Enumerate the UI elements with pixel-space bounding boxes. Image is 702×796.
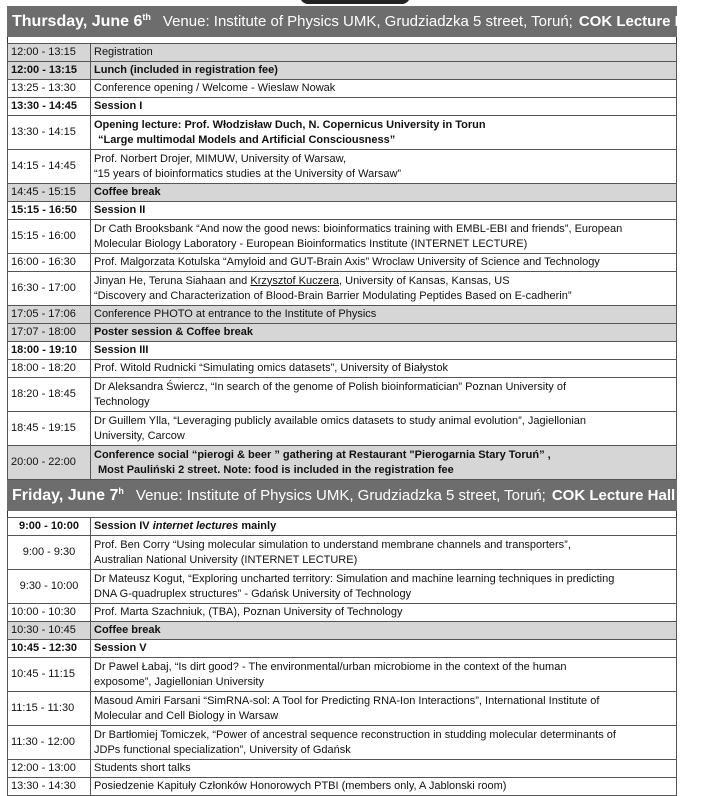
event-cell: Prof. Malgorzata Kotulska “Amyloid and GUT-Brain Axis” Wroclaw University of Science and Technology xyxy=(91,254,677,272)
time-cell: 9:00 - 10:00 xyxy=(8,518,91,536)
event-cell: Posiedzenie Kapituły Członków Honorowych PTBI (members only, A Jablonski room) xyxy=(91,778,677,796)
time-cell: 10:30 - 10:45 xyxy=(8,622,91,640)
thursday-day: Thursday, June 6th xyxy=(12,11,151,30)
thursday-header xyxy=(7,6,702,37)
event-cell: Students short talks xyxy=(91,760,677,778)
event-cell: Opening lecture: Prof. Włodzisław Duch, N. Copernicus University in Torun “Large multimodal Models and Artificial Consciousness” xyxy=(91,116,677,150)
time-cell: 18:20 - 18:45 xyxy=(8,378,91,412)
friday-table xyxy=(7,517,677,796)
event-cell: Poster session & Coffee break xyxy=(91,324,677,342)
event-cell: Prof. Ben Corry “Using molecular simulation to understand membrane channels and transporters”, Australian National University (INTERNET LECTURE) xyxy=(91,536,677,570)
event-cell: Dr Mateusz Kogut, “Exploring uncharted territory: Simulation and machine learning techniques in predicting DNA G-quadruplex structures” - Gdańsk University of Technology xyxy=(91,570,677,604)
event-cell: Jinyan He, Teruna Siahaan and Krzysztof Kuczera, University of Kansas, Kansas, US “Discovery and Characterization of Blood-Brain Barrier Modulating Peptides Based on E-cadherin” xyxy=(91,272,677,306)
table-row xyxy=(8,184,677,202)
friday-header xyxy=(7,480,677,511)
event-cell: Coffee break xyxy=(91,184,677,202)
table-row xyxy=(8,306,677,324)
event-cell: Dr Bartłomiej Tomiczek, “Power of ancestral sequence reconstruction in studding molecular determinants of JDPs functional specialization”, University of Gdańsk xyxy=(91,726,677,760)
table-row xyxy=(8,342,677,360)
thursday-venue: Venue: Institute of Physics UMK, Grudziadzka 5 street, Toruń; xyxy=(162,13,573,30)
event-cell: Prof. Norbert Drojer, MIMUW, University of Warsaw, “15 years of bioinformatics studies at the University of Warsaw” xyxy=(91,150,677,184)
friday-hall: COK Lecture Hall xyxy=(551,487,676,504)
table-row xyxy=(8,760,677,778)
table-row xyxy=(8,202,677,220)
table-row xyxy=(8,726,677,760)
event-cell: Prof. Witold Rudnicki “Simulating omics datasets”, University of Białystok xyxy=(91,360,677,378)
schedule xyxy=(7,6,702,796)
table-row xyxy=(8,116,677,150)
event-cell: Conference PHOTO at entrance to the Institute of Physics xyxy=(91,306,677,324)
time-cell: 9:00 - 9:30 xyxy=(8,536,91,570)
time-cell: 10:00 - 10:30 xyxy=(8,604,91,622)
event-cell: Masoud Amiri Farsani “SimRNA-sol: A Tool for Predicting RNA-Ion Interactions”, International Institute of Molecular and Cell Biology in Warsaw xyxy=(91,692,677,726)
time-cell: 16:30 - 17:00 xyxy=(8,272,91,306)
table-row xyxy=(8,692,677,726)
event-cell: Dr Cath Brooksbank “And now the good news: bioinformatics training with EMBL-EBI and friends”, European Molecular Biology Laboratory - European Bioinformatics Institute (INTERNET LECTURE) xyxy=(91,220,677,254)
table-row xyxy=(8,378,677,412)
table-row xyxy=(8,518,677,536)
table-row xyxy=(8,98,677,116)
time-cell: 9:30 - 10:00 xyxy=(8,570,91,604)
table-row xyxy=(8,412,677,446)
time-cell: 15:15 - 16:00 xyxy=(8,220,91,254)
time-cell: 10:45 - 11:15 xyxy=(8,658,91,692)
table-row xyxy=(8,778,677,796)
table-row xyxy=(8,658,677,692)
event-cell: Coffee break xyxy=(91,622,677,640)
time-cell: 17:05 - 17:06 xyxy=(8,306,91,324)
table-row xyxy=(8,622,677,640)
table-row xyxy=(8,536,677,570)
table-row xyxy=(8,604,677,622)
event-cell: Session V xyxy=(91,640,677,658)
time-cell: 13:30 - 14:45 xyxy=(8,98,91,116)
table-row xyxy=(8,324,677,342)
event-cell: Session I xyxy=(91,98,677,116)
table-row xyxy=(8,220,677,254)
time-cell: 15:15 - 16:50 xyxy=(8,202,91,220)
table-row xyxy=(8,44,677,62)
time-cell: 16:00 - 16:30 xyxy=(8,254,91,272)
time-cell: 18:45 - 19:15 xyxy=(8,412,91,446)
table-row xyxy=(8,570,677,604)
table-row xyxy=(8,360,677,378)
time-cell: 13:30 - 14:15 xyxy=(8,116,91,150)
table-row xyxy=(8,254,677,272)
time-cell: 12:00 - 13:00 xyxy=(8,760,91,778)
time-cell: 17:07 - 18:00 xyxy=(8,324,91,342)
event-cell: Registration xyxy=(91,44,677,62)
table-row xyxy=(8,640,677,658)
event-cell: Conference opening / Welcome - Wieslaw Nowak xyxy=(91,80,677,98)
event-cell: Conference social “pierogi & beer ” gathering at Restaurant "Pierogarnia Stary Toruń” , Most Pauliński 2 street. Note: food is included in the registration fee xyxy=(91,446,677,480)
table-row xyxy=(8,62,677,80)
friday-venue: Venue: Institute of Physics UMK, Grudziadzka 5 street, Toruń; xyxy=(135,487,546,504)
cropped-title-fragment xyxy=(300,0,410,4)
thursday-table xyxy=(7,43,677,480)
event-cell: Session III xyxy=(91,342,677,360)
time-cell: 11:30 - 12:00 xyxy=(8,726,91,760)
time-cell: 12:00 - 13:15 xyxy=(8,62,91,80)
time-cell: 11:15 - 11:30 xyxy=(8,692,91,726)
table-row xyxy=(8,80,677,98)
event-cell: Dr Aleksandra Świercz, “In search of the genome of Polish bioinformatician” Poznan University of Technology xyxy=(91,378,677,412)
event-cell: Prof. Marta Szachniuk, (TBA), Poznan University of Technology xyxy=(91,604,677,622)
time-cell: 18:00 - 18:20 xyxy=(8,360,91,378)
time-cell: 14:15 - 14:45 xyxy=(8,150,91,184)
event-cell: Dr Guillem Ylla, “Leveraging publicly available omics datasets to study animal evolution”, Jagiellonian University, Carcow xyxy=(91,412,677,446)
table-row xyxy=(8,150,677,184)
thursday-hall: COK Lecture Hall xyxy=(578,13,702,30)
time-cell: 10:45 - 12:30 xyxy=(8,640,91,658)
event-cell: Lunch (included in registration fee) xyxy=(91,62,677,80)
event-cell: Dr Pawel Łabaj, “Is dirt good? - The environmental/urban microbiome in the context of the human exposome”, Jagiellonian University xyxy=(91,658,677,692)
time-cell: 18:00 - 19:10 xyxy=(8,342,91,360)
time-cell: 12:00 - 13:15 xyxy=(8,44,91,62)
event-cell: Session II xyxy=(91,202,677,220)
table-row xyxy=(8,446,677,480)
event-cell: Session IV internet lectures mainly xyxy=(91,518,677,536)
time-cell: 20:00 - 22:00 xyxy=(8,446,91,480)
time-cell: 13:25 - 13:30 xyxy=(8,80,91,98)
table-row xyxy=(8,272,677,306)
time-cell: 14:45 - 15:15 xyxy=(8,184,91,202)
friday-day: Friday, June 7$^h$ xyxy=(12,485,124,504)
time-cell: 13:30 - 14:30 xyxy=(8,778,91,796)
